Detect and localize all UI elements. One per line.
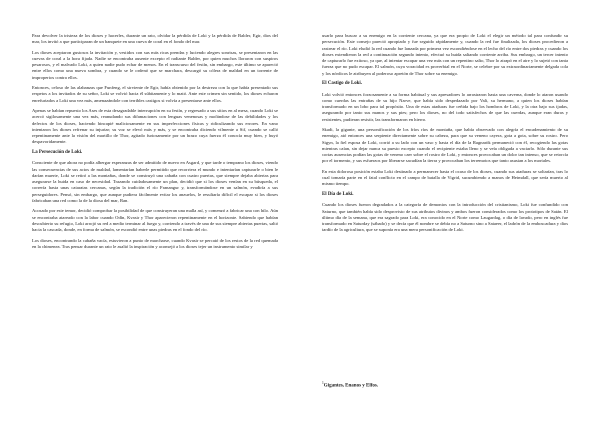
paragraph: En esta dolorosa posición estaba Loki destinado a permanecer hasta el ocaso de los dioses, cuando sus ataduras se soltarían, tras lo cual tomaría parte en el fatal conflicto en el campo de batalla de Vigrid, sucumbiendo a manos de Heimdall, que sería muerto al mismo tiempo. [322,168,568,187]
left-column [32,33,278,254]
paragraph: Skadi, la gigante, una personificación de los fríos ríos de montaña, que había observado con alegría el encadenamiento de su enemigo, ató entonces una serpiente directamente sobre su cabeza, para que su veneno cayera, gota a gota, sobre su rostro. Pero Sigyn, la fiel esposa de Loki, corrió a su lado con un vaso y hasta el día de la Ragnarök permaneció con él, recogiendo las gotas mientras caían, sin dejar nunca su puesto excepto cuando el recipiente estaba lleno y se veía obligada a vaciarlo. Sólo durante sus cortas ausencias podían las gotas de veneno caer sobre el rostro de Loki, y entonces provocaban un dolor tan intenso, que se retorcía por el tormento, y sus esfuerzos por liberarse sacudían la tierra y provocaban los terremotos que tanto asustan a los mortales. [322,127,568,164]
footnote [322,380,378,390]
paragraph: Para devolver la tristeza de los dioses y hacerles, durante un rato, olvidar la pérdida de Loki y la pérdida de Balder, Egir, dios del mar, los invitó a que participaran de un banquete en una cueva de coral en el fondo del mar. [32,33,278,45]
paragraph: Cuando los dioses fueron degradados a la categoría de demonios con la introducción del cristianismo, Loki fue confundido con Saturno, que también había sido desprovisto de sus atributos divinos y ambos fueron considerados como los prototipos de Satán. El último día de la semana, que era sagrado para Loki, era conocido en el Norte como Laugardag, o día de lavado, pero en inglés fue transformado en Saturday (sábado) y se decía que él nombre se debía no a Saturno sino a Sataeer, el ladrón de la emboscadura y dios tardío de la agricultura, que se suponía era una mera personificación de Loki. [322,202,568,233]
section-heading-dia-de-loki: El Día de Loki. [322,191,354,197]
paragraph: Entonces, celoso de las alabanzas que Funfeng, el sirviente de Egir, había obtenido por la destreza con la que había presentado sus respetos a los invitados de su señor, Loki se volvió hacia él súbitamente y lo mató. Ante este crimen sin sentido, los dioses echaron enrefuriados a Loki una vez más, amenazándole con terribles castigos si volvía a presentarse ante ellos. [32,85,278,103]
paragraph: Apenas se habían repuesto los Ases de esta desagradable interrupción en su festín, y regresado a sus sitios en al mesa, cuando Loki se acercó sigilosamente una vez más, reanudando sus difamaciones con lenguas venenosas y mofándose de las debilidades y los defectos de los dioses, haciendo hincapié maliciosamente en sus imperfecciones físicas y ridiculizando sus errores. En vano intentaron los dioses refrenar su injuriar; su voz se elevó más y más, y se encontraba diciendo vilmente a Sif, cuando se calló repentinamente ante la visión del martillo de Thor, agitado furiosamente por un brazo cuya fuerza él conocía muy bien, y huyó despavoridamente. [32,108,278,145]
paragraph: usarlo para buscar a su enemigo en la corriente cercana, ya que era propio de Loki el elegir un método tal para confundir su persecución. Este consejo pareció apropiado y fue seguido rápidamente y, cuando la red fue finalizada, los dioses procedieron a rastrear el río. Loki eludió la red cuando fue lanzada por primera vez escondiéndose en el lecho del río entre dos piedras y cuando los dioses extendieron la red a continuación segundo intento, efectuó su huida saltando corriente arriba. Sus embargo, un tercer intento de capturarlo fue exitoso, ya que, al intentar escapar una vez más con un repentino salto, Thor lo atrapó en el aire y lo sujetó con tanta fuerza que no pudo escapar. El salmón, cuya voracidad es proverbial en el Norte, se celebre por su extraordinariamente delgada cola y los nórdicos le atribuyen al poderoso apretón de Thor sobre su enemigo. [322,33,568,76]
paragraph: Los dioses aceptaron gustosos la invitación y, vestidos con sus más ricas prendas y luciendo alegres sonrisas, se presentaron en las cuevas de coral a la hora fijada. Nadie se encontraba ausente excepto el radiante Balder, por quien muchos lloraron con suspiros pesarosos, y el malvado Loki, a quien nadie pudo echar de menos. En el transcurso del festín, sin embargo, este último se apareció entre ellos como una nueva sombra, y cuando se le ordenó que se marchara, descargó su cólera de maldad en un torrente de improperios contra ellos. [32,49,278,80]
paragraph: Los dioses, encontrando la cabaña vacía, estuvieron a punto de marcharse, cuando Kvasir se percató de los restos de la red quemada en la chimenea. Tras pensar durante un rato le asaltó la inspiración y aconsejó a los dioses tejer un instrumento similar y [32,237,278,249]
footnote-text: Gigantes, Enanos y Elfos. [323,383,379,389]
paragraph: Loki volvió entonces forzosamente a su forma habitual y sus apresadores lo arrastraron hasta una caverna, donde lo ataron usando como cuerdas las entrañas de su hijo Narve, que había sido despedazado por Vali, su hermano, a quien los dioses habían transformado en un lobo para tal propósito. Una de estas ataduras fue ceñida bajo los hombros de Loki, y la otra bajo sus ijadas, asegurando por tanto sus manos y sus pies; pero los dioses, no del todo satisfechos de que las cuerdas, aunque eran duras y resistentes, pudieran resistir, las transformaron en hierro. [322,91,568,122]
section-heading-persecucion: La Persecución de Loki. [32,149,83,155]
footnote-mark: 1 [322,381,324,385]
section-heading-castigo: El Castigo de Loki. [322,80,362,86]
paragraph: Consciente de que ahora no podía albergar esperanzas de ser admitido de nuevo en Asgard, y que tarde o temprano los dioses, viendo las consecuencias de sus actos de maldad, lamentarían haberle permitido que recorriera el mundo e intentarían capturarle o bien le darían muerte, Loki se retiró a las montañas, donde se construyó una cabaña con cuatro puertas, que siempre dejaba abiertas para asegurarse la huida en caso de necesidad. Trazando cuidadosamente un plan, decidió que si los dioses venían en su búsqueda, el correría hasta unas cataratas cercanas, según la tradición el río Franangur y, transformándose en un salmón, evadiría a sus perseguidores. Pensó, sin embargo, que aunque pudiera fácilmente evitar los anzuelos, le resultaría difícil el escapar si los dioses fabricaban una red como la de la diosa del mar, Ran. [32,160,278,203]
paragraph: Acosado por este temor, decidió comprobar la posibilidad de que construyeran una malla así, y comenzó a fabricar una con hilo. Aún se encontraba atareado con la labor cuando Odín, Kvasir y Thor aparecieron repentinamente en el horizonte. Sabiendo que habían descubierto su refugio, Loki arrojó su red a medio terminar al fuego y, corriendo a través de una de sus siempre abiertas puertas, saltó hacia la cascada, donde, en forma de salmón, se escondió entre unas piedras en el fondo del río. [32,208,278,233]
right-column [322,33,568,238]
